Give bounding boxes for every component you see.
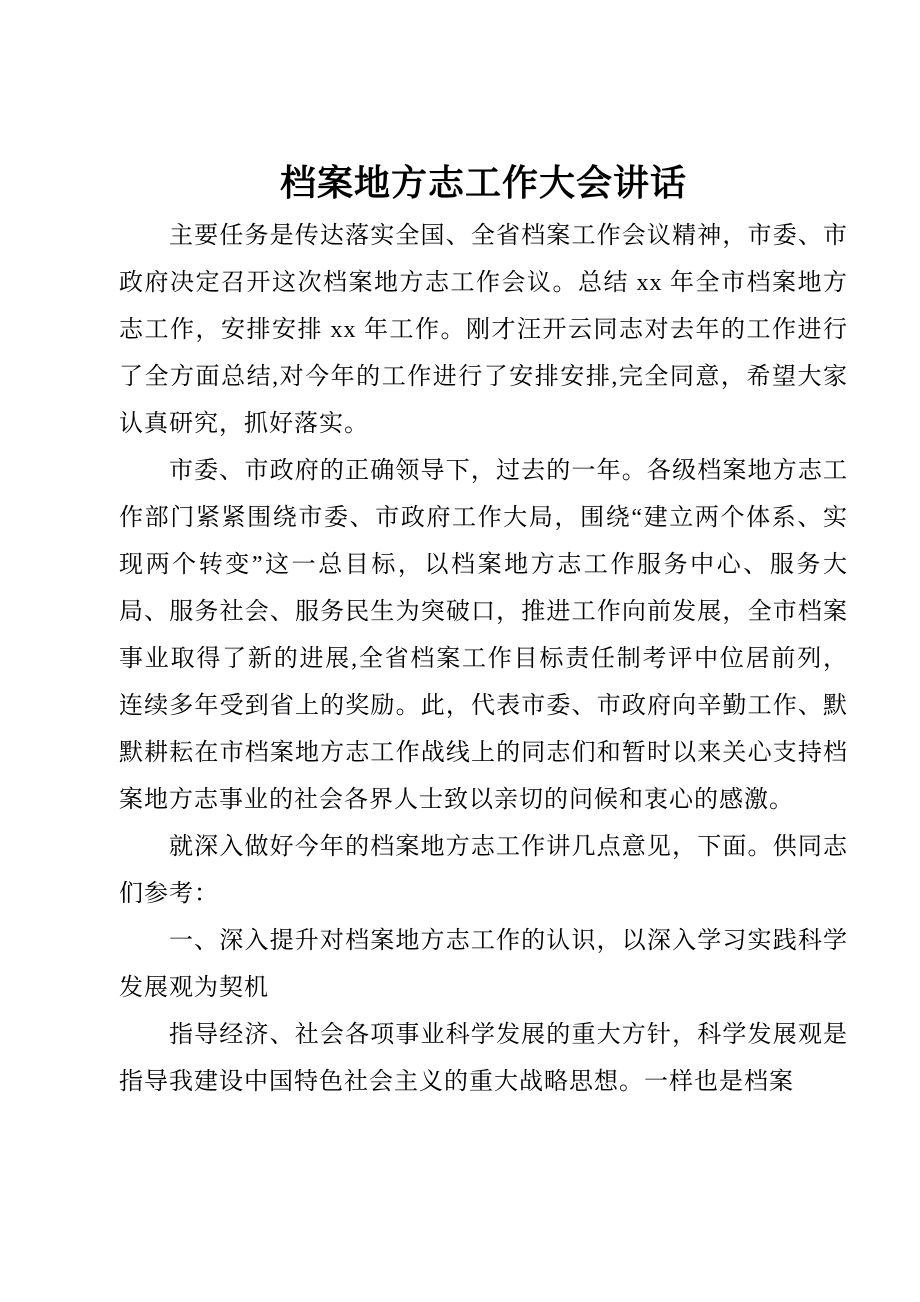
paragraph: 市委、市政府的正确领导下，过去的一年。各级档案地方志工作部门紧紧围绕市委、市政府工作大局，围绕“建立两个体系、实现两个转变”这一总目标，以档案地方志工作服务中心、服务大局、服务社会、服务民生为突破口，推进工作向前发展，全市档案事业取得了新的进展,全省档案工作目标责任制考评中位居前列，连续多年受到省上的奖励。此，代表市委、市政府向辛勤工作、默默耕耘在市档案地方志工作战线上的同志们和暂时以来关心支持档案地方志事业的社会各界人士致以亲切的问候和衷心的感激。 xyxy=(119,458,848,813)
paragraph: 主要任务是传达落实全国、全省档案工作会议精神，市委、市政府决定召开这次档案地方志工作会议。总结 xx 年全市档案地方志工作，安排安排 xx 年工作。刚才汪开云同志对去年的工作进行了全方面总结,对今年的工作进行了安排安排,完全同意，希望大家认真研究，抓好落实。 xyxy=(119,223,848,437)
document-title: 档案地方志工作大会讲话 xyxy=(279,163,687,203)
paragraph: 一、深入提升对档案地方志工作的认识，以深入学习实践科学发展观为契机 xyxy=(119,928,848,1001)
paragraph: 就深入做好今年的档案地方志工作讲几点意见，下面。供同志们参考： xyxy=(119,834,848,907)
paragraph: 指导经济、社会各项事业科学发展的重大方针，科学发展观是指导我建设中国特色社会主义的重大战略思想。一样也是档案 xyxy=(119,1022,848,1095)
document-body xyxy=(119,213,848,1106)
